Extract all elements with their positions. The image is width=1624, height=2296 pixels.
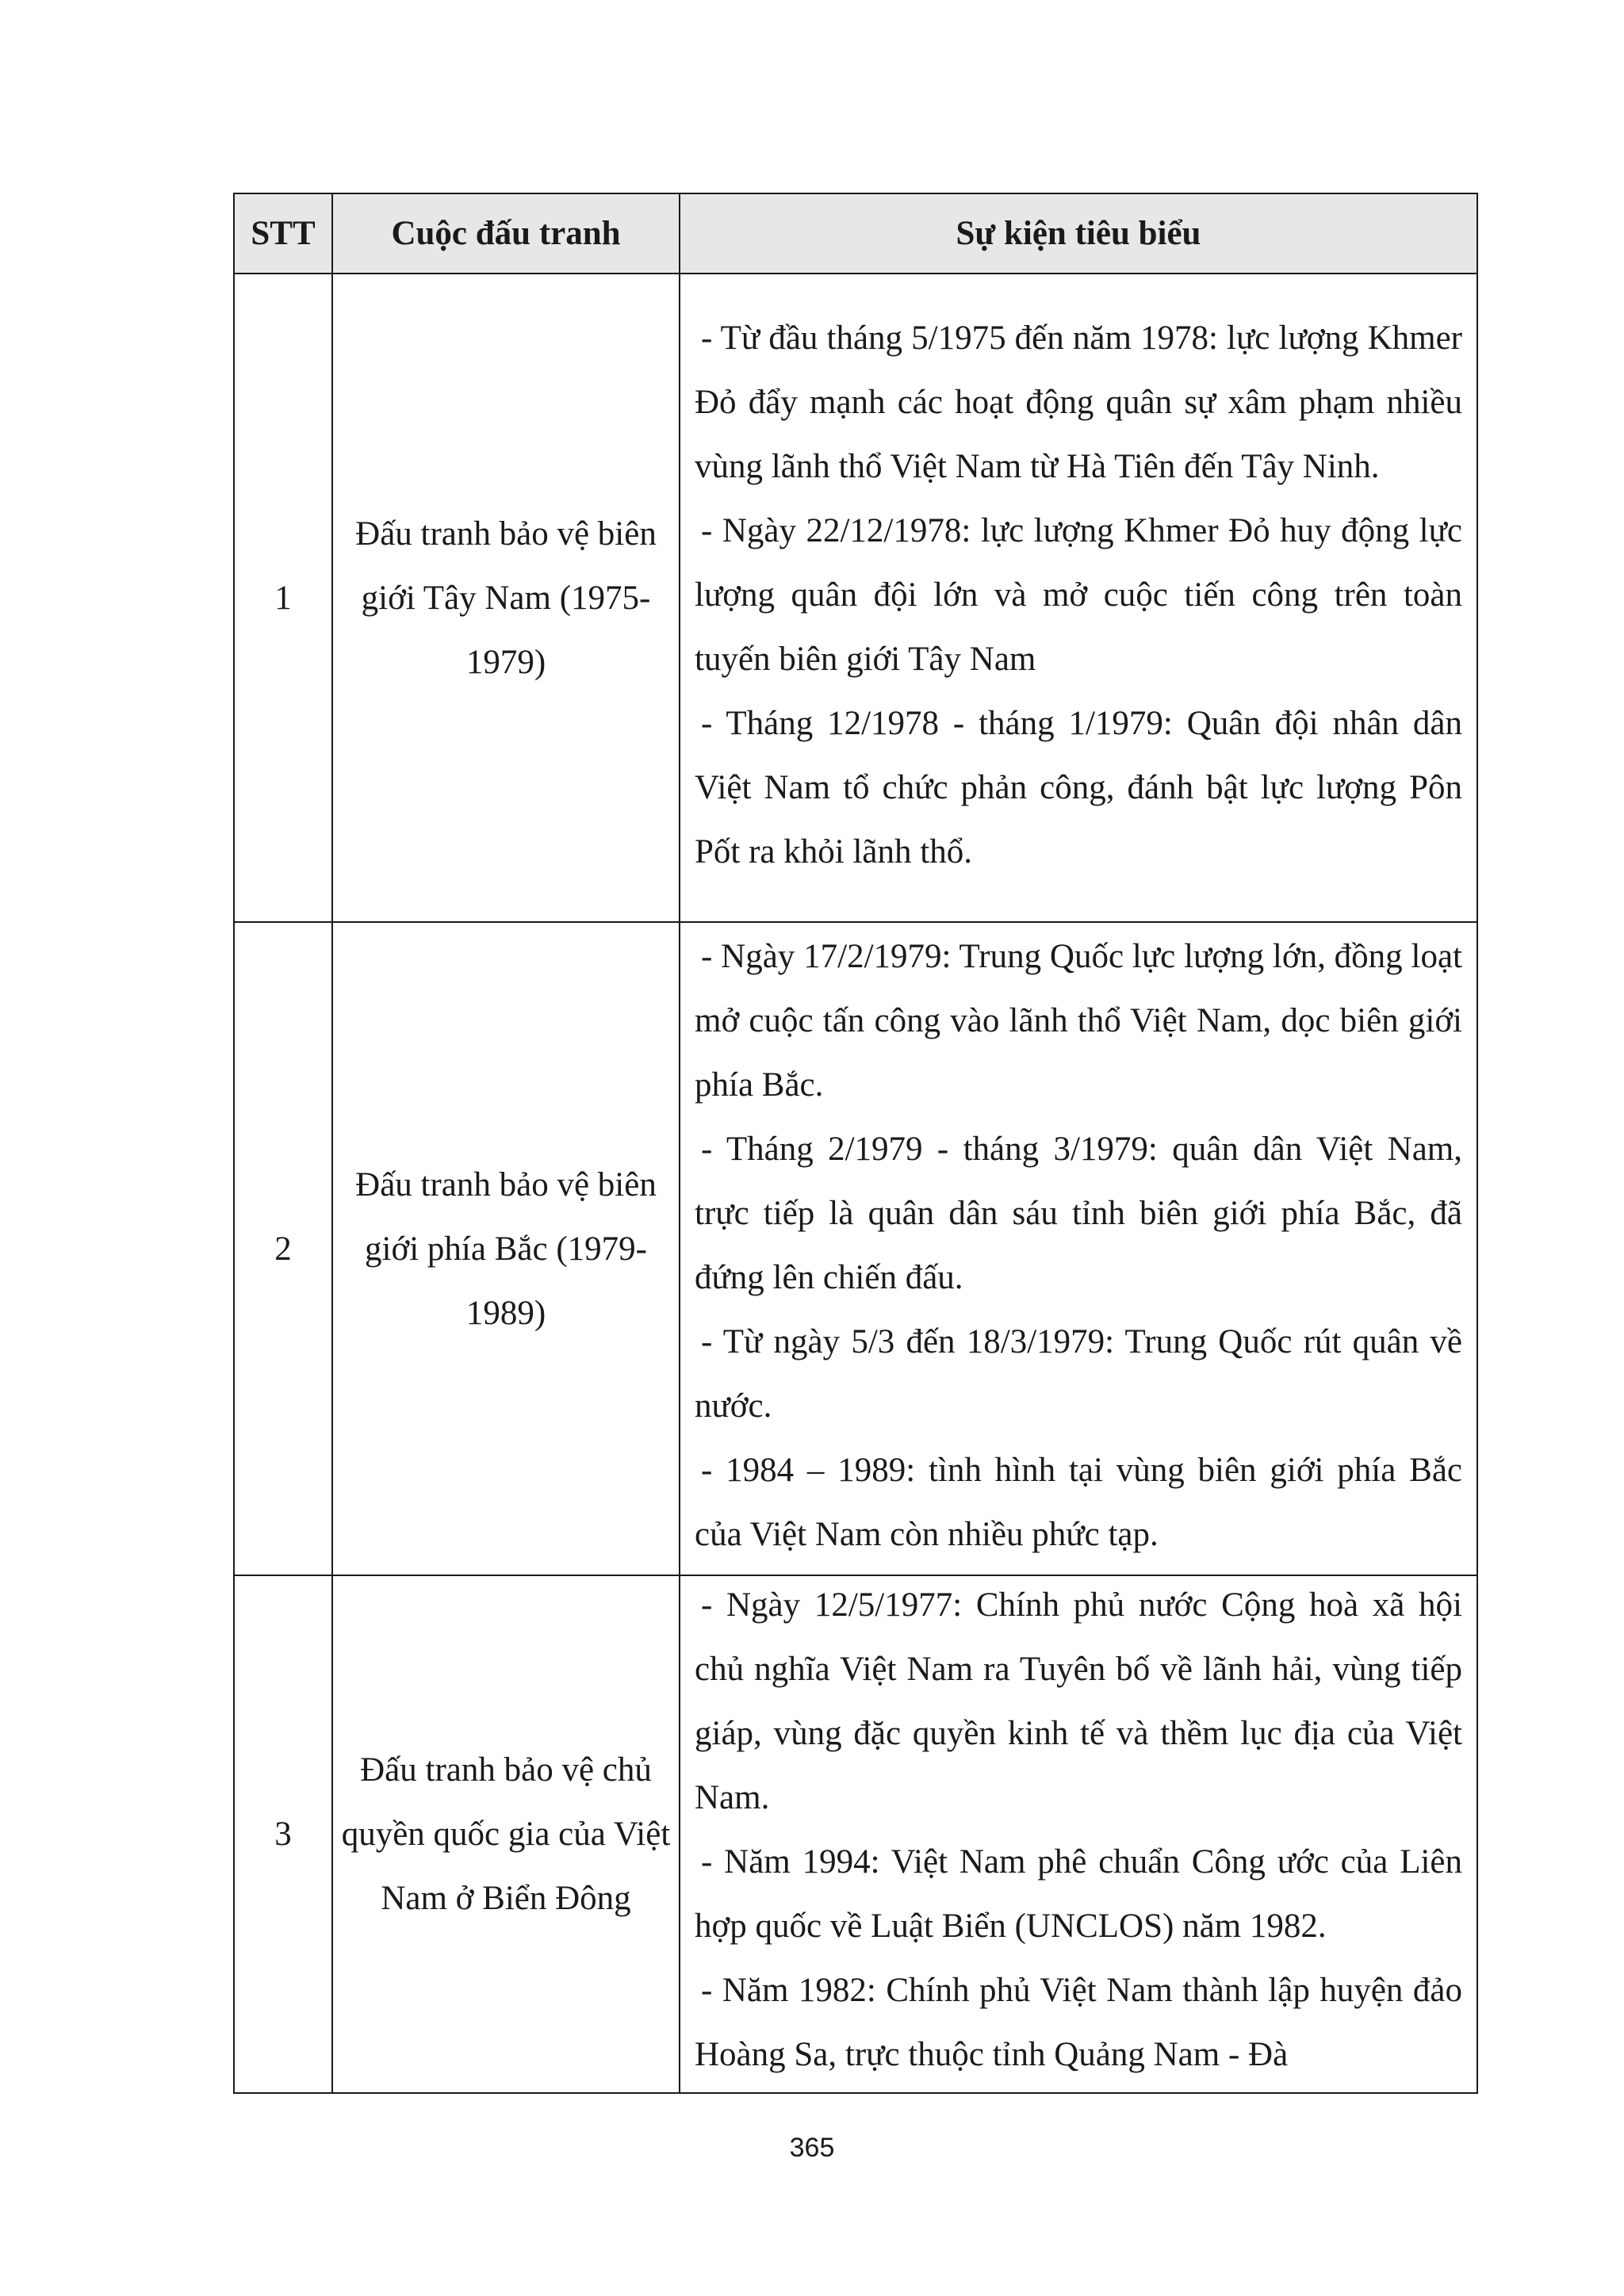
row-struggle <box>332 1575 680 2093</box>
events-table <box>233 193 1478 2094</box>
row-struggle <box>332 274 680 922</box>
table-row <box>234 274 1477 922</box>
struggle-text: Đấu tranh bảo vệ biên giới Tây Nam (1975-1979) <box>355 515 657 681</box>
header-events: Sự kiện tiêu biểu <box>680 193 1477 274</box>
struggle-text: Đấu tranh bảo vệ biên giới phía Bắc (1979-1989) <box>355 1165 657 1332</box>
event-item: - Năm 1982: Chính phủ Việt Nam thành lập huyện đảo Hoàng Sa, trực thuộc tỉnh Quảng Nam - Đà <box>695 1972 1462 2073</box>
page-number: 365 <box>789 2133 835 2163</box>
event-item: - Tháng 2/1979 - tháng 3/1979: quân dân Việt Nam, trực tiếp là quân dân sáu tỉnh biên giới phía Bắc, đã đứng lên chiến đấu. <box>695 1131 1462 1296</box>
struggle-text: Đấu tranh bảo vệ chủ quyền quốc gia của Việt Nam ở Biển Đông <box>341 1751 671 1917</box>
row-struggle <box>332 922 680 1575</box>
event-item: - Từ đầu tháng 5/1975 đến năm 1978: lực lượng Khmer Đỏ đẩy mạnh các hoạt động quân sự xâm phạm nhiều vùng lãnh thổ Việt Nam từ Hà Tiên đến Tây Ninh. <box>695 319 1462 485</box>
event-item: - 1984 – 1989: tình hình tại vùng biên giới phía Bắc của Việt Nam còn nhiều phức tạp. <box>695 1452 1462 1553</box>
event-item: - Ngày 17/2/1979: Trung Quốc lực lượng lớn, đồng loạt mở cuộc tấn công vào lãnh thổ Việt Nam, dọc biên giới phía Bắc. <box>695 938 1462 1104</box>
table-header-row <box>234 193 1477 274</box>
table-row <box>234 1575 1477 2093</box>
event-item: - Ngày 12/5/1977: Chính phủ nước Cộng hoà xã hội chủ nghĩa Việt Nam ra Tuyên bố về lãnh hải, vùng tiếp giáp, vùng đặc quyền kinh tế và thềm lục địa của Việt Nam. <box>695 1586 1462 1816</box>
header-struggle: Cuộc đấu tranh <box>332 193 680 274</box>
row-stt: 2 <box>234 922 332 1575</box>
row-events <box>680 274 1477 922</box>
row-stt: 1 <box>234 274 332 922</box>
table-row <box>234 922 1477 1575</box>
row-events <box>680 922 1477 1575</box>
event-item: - Từ ngày 5/3 đến 18/3/1979: Trung Quốc rút quân về nước. <box>695 1323 1462 1425</box>
event-item: - Ngày 22/12/1978: lực lượng Khmer Đỏ huy động lực lượng quân đội lớn và mở cuộc tiến công trên toàn tuyến biên giới Tây Nam <box>695 511 1462 678</box>
event-item: - Năm 1994: Việt Nam phê chuẩn Công ước của Liên hợp quốc về Luật Biển (UNCLOS) năm 1982. <box>695 1843 1462 1945</box>
row-events <box>680 1575 1477 2093</box>
row-stt: 3 <box>234 1575 332 2093</box>
event-item: - Tháng 12/1978 - tháng 1/1979: Quân đội nhân dân Việt Nam tổ chức phản công, đánh bật lực lượng Pôn Pốt ra khỏi lãnh thổ. <box>695 704 1462 871</box>
header-stt: STT <box>234 193 332 274</box>
